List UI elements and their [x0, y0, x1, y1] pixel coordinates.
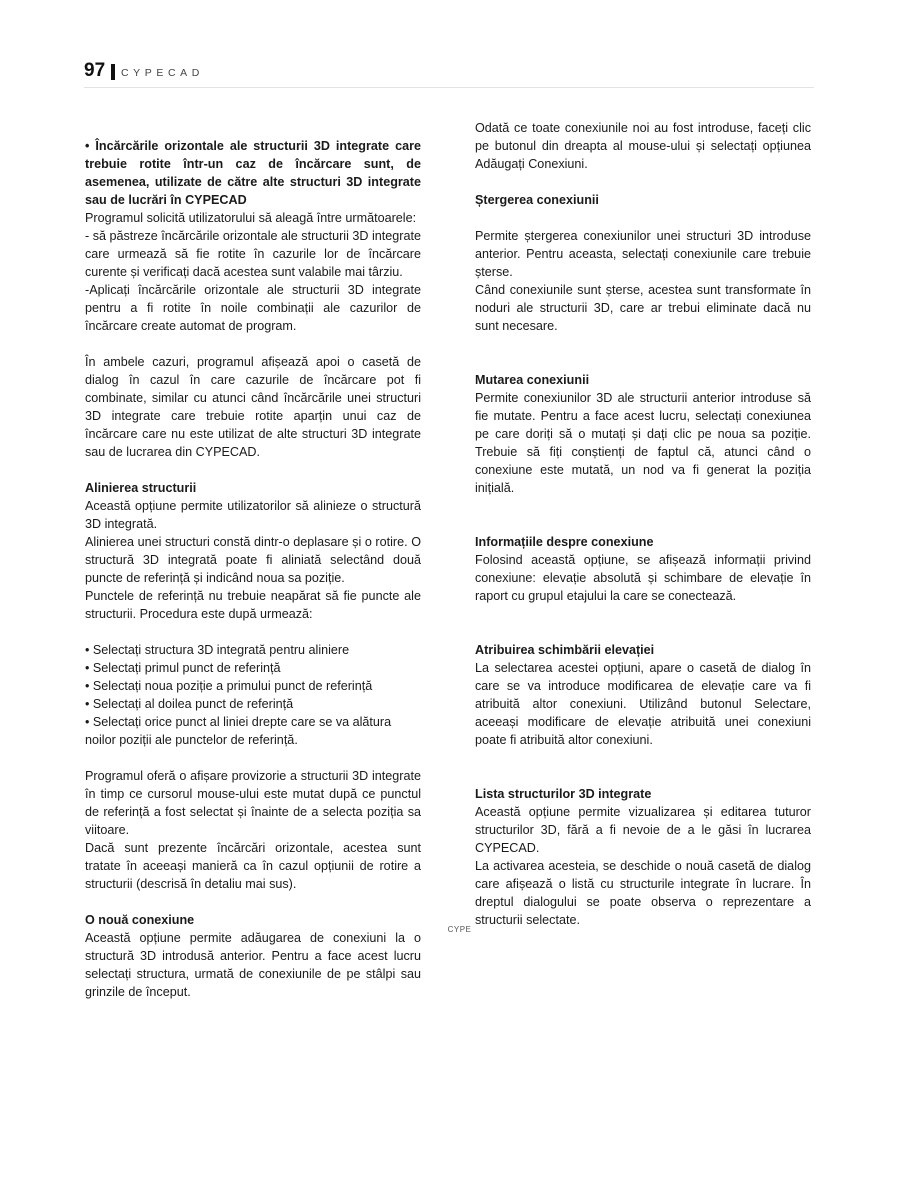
heading-assign-elevation: Atribuirea schimbării elevației [475, 643, 655, 657]
list-item: • Selectați orice punct al liniei drepte care se va alătura noilor poziții ale punctelor de referință. [85, 715, 392, 747]
paragraph-option-keep: - să păstreze încărcările orizontale ale structurii 3D integrate care urmează să fie rotite în cazurile lor de încărcare curente și verificați dacă acestea sunt valabile mai târziu. [85, 229, 421, 279]
list-item: • Selectați primul punct de referință [85, 661, 281, 675]
paragraph-choose: Programul solicită utilizatorului să aleagă între următoarele: [85, 211, 417, 225]
heading-move-connection: Mutarea conexiunii [475, 373, 590, 387]
paragraph-structure-list-1: Această opțiune permite vizualizarea și editarea tuturor structurilor 3D, fără a fi nevoie de a le găsi în lucrarea CYPECAD. [475, 805, 811, 855]
procedure-list [85, 641, 421, 749]
header-separator [111, 64, 115, 80]
paragraph-option-apply: -Aplicați încărcările orizontale ale structurii 3D integrate pentru a fi rotite în noile combinații ale cazurilor de încărcare create automat de program. [85, 283, 421, 333]
heading-delete-connection: Ștergerea conexiunii [475, 193, 599, 207]
left-column [85, 137, 421, 1001]
list-item: • Selectați structura 3D integrată pentru aliniere [85, 643, 350, 657]
right-column [475, 119, 811, 929]
paragraph-new-connection: Această opțiune permite adăugarea de conexiuni la o structură 3D introdusă anterior. Pentru a face acest lucru selectați structura, urmată de conexiunile de pe stâlpi sau grinzile de început. [85, 931, 421, 999]
paragraph-move-connection: Permite conexiunilor 3D ale structurii anterior introduse să fie mutate. Pentru a face acest lucru, selectați conexiunea pe care doriți să o mutați și dați clic pe noua sa poziție. Trebuie să fiți conștienți de faptul că, atunci când o conexiune este mutată, un nod va fi generat la poziția inițială. [475, 391, 811, 495]
brand-name: CYPECAD [121, 67, 204, 79]
heading-new-connection: O nouă conexiune [85, 913, 195, 927]
list-item: • Selectați noua poziție a primului punct de referință [85, 679, 373, 693]
paragraph-align-3: Punctele de referință nu trebuie neapărat să fie puncte ale structurii. Procedura este după urmează: [85, 589, 421, 621]
paragraph-align-5: Dacă sunt prezente încărcări orizontale, acestea sunt tratate în aceeași manieră ca în cazul opțiunii de rotire a structurii (descrisă în detaliu mai sus). [85, 841, 421, 891]
paragraph-assign-elevation: La selectarea acestei opțiuni, apare o casetă de dialog în care se va introduce modificarea de elevație care va fi atribuită altor conexiuni. Utilizând butonul Selectare, aceeași modificare de elevație atribuită unei conexiuni poate fi atribuită altor conexiuni. [475, 661, 811, 747]
page-number: 97 [84, 60, 106, 81]
paragraph-delete-1: Permite ștergerea conexiunilor unei structuri 3D introduse anterior. Pentru aceasta, selectați conexiunile care trebuie șterse. [475, 229, 811, 279]
paragraph-align-1: Această opțiune permite utilizatorilor să alinieze o structură 3D integrată. [85, 499, 421, 531]
intro-bold-paragraph: • Încărcările orizontale ale structurii 3D integrate care trebuie rotite într-un caz de încărcare sunt, de asemenea, utilizate de către alte structuri 3D integrate sau de lucrări în CYPECAD [85, 139, 421, 207]
page-footer: CYPE [447, 925, 472, 934]
paragraph-connection-info: Folosind această opțiune, se afișează informații privind conexiune: elevație absolută și schimbare de elevație în raport cu grupul etajului la care se conectează. [475, 553, 811, 603]
heading-align-structure: Alinierea structurii [85, 481, 197, 495]
paragraph-structure-list-2: La activarea acesteia, se deschide o nouă casetă de dialog care afișează o listă cu structurile integrate în lucrare. În dreptul dialogului se poate observa o reprezentare a structurii selectate. [475, 859, 811, 927]
page-header [84, 60, 814, 88]
heading-structure-list: Lista structurilor 3D integrate [475, 787, 652, 801]
paragraph-add-connections: Odată ce toate conexiunile noi au fost introduse, faceți clic pe butonul din dreapta al mouse-ului și selectați opțiunea Adăugați Conexiuni. [475, 121, 811, 171]
paragraph-align-4: Programul oferă o afișare provizorie a structurii 3D integrate în timp ce cursorul mouse-ului este mutat după ce punctul de referință a fost selectat și înainte de a selecta poziția sa viitoare. [85, 769, 421, 837]
heading-connection-info: Informațiile despre conexiune [475, 535, 654, 549]
paragraph-align-2: Alinierea unei structuri constă dintr-o deplasare și o rotire. O structură 3D integrată poate fi aliniată selectând două puncte de referință și indicând noua sa poziție. [85, 535, 421, 585]
list-item: • Selectați al doilea punct de referință [85, 697, 294, 711]
paragraph-delete-2: Când conexiunile sunt șterse, acestea sunt transformate în noduri ale structurii 3D, care ar trebui eliminate dacă nu sunt necesare. [475, 283, 811, 333]
paragraph-both-cases: În ambele cazuri, programul afișează apoi o casetă de dialog în cazul în care cazurile de încărcare pot fi combinate, similar cu atunci când încărcările unei structuri 3D integrate care trebuie rotite aparțin unui caz de încărcare care nu este utilizat de alte structuri 3D integrate sau de lucrarea din CYPECAD. [85, 355, 421, 459]
